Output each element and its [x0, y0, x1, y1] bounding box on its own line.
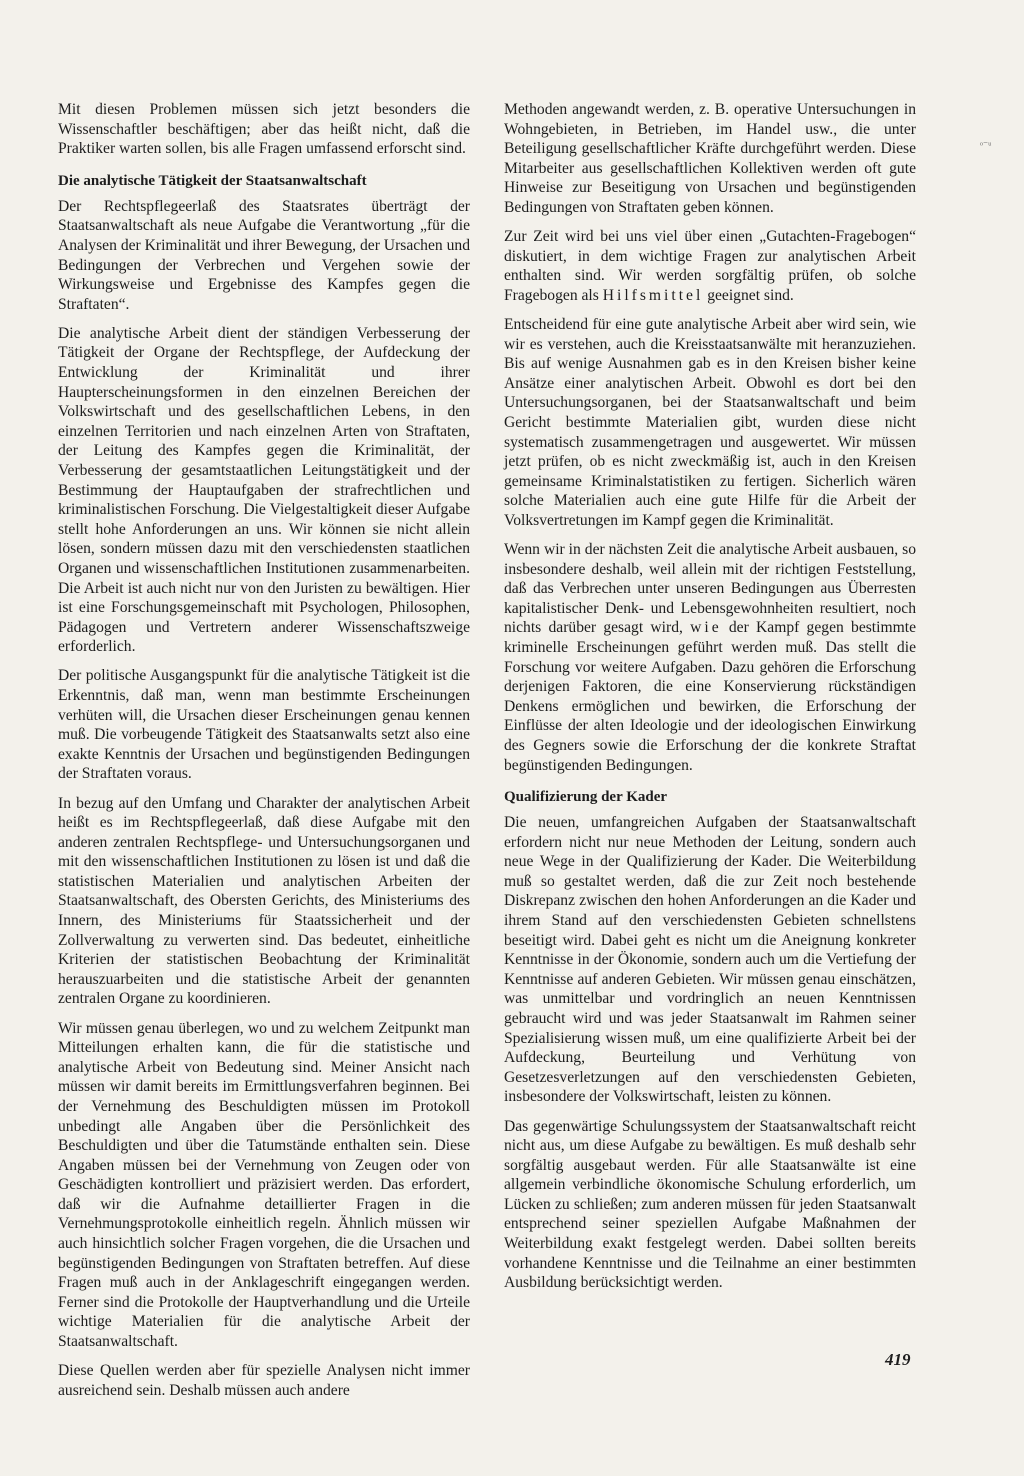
- paragraph: Das gegenwärtige Schulungssystem der Staatsanwaltschaft reicht nicht aus, um diese Aufgabe zu bewältigen. Es muß deshalb sehr sorgfältig ausgebaut werden. Für alle Staatsanwälte ist eine allgemein verbindliche ökonomische Schulung erforderlich, um Lücken zu schließen; zum anderen müssen für jeden Staatsanwalt entsprechend seiner speziellen Aufgabe Maßnahmen der Weiterbildung exakt festgelegt werden. Dabei sollten bereits vorhandene Kenntnisse und die Teilnahme an einer bestimmten Ausbildung berücksichtigt werden.: [504, 1117, 916, 1292]
- section-heading: Qualifizierung der Kader: [504, 789, 668, 806]
- text-run: der Kampf gegen bestimmte kriminelle Erscheinungen geführt werden muß. Das stellt die Forschung vor weitere Aufgaben. Dazu gehören die Erforschung derjenigen Faktoren, die eine Konservierung rückständigen Denkens ermöglichen und bewirken, die Erforschung der Einflüsse der alten Ideologie und der ideologischen Einwirkung des Gegners sowie die Erforschung der die konkrete Straftat begünstigenden Bedingungen.: [504, 619, 916, 774]
- text-run: Wenn wir in der nächsten Zeit die analytische Arbeit ausbauen, so insbesondere deshalb, weil allein mit der richtigen Feststellung, daß das Verbrechen unter unseren Bedingungen aus Überresten kapitalistischer Denk- und Lebensgewohnheiten resultiert, noch nichts darüber gesagt wird,: [504, 540, 916, 637]
- text-run: geeignet sind.: [703, 286, 794, 304]
- spaced-emphasis: wie: [690, 619, 722, 637]
- paragraph: Wir müssen genau überlegen, wo und zu welchem Zeitpunkt man Mitteilungen erhalten kann, die für die statistische und analytische Arbeit von Bedeutung sind. Meiner Ansicht nach müssen wir damit bereits im Ermittlungsverfahren beginnen. Bei der Vernehmung des Beschuldigten müssen im Protokoll unbedingt alle Angaben über die Persönlichkeit des Beschuldigten und über die Tatumstände enthalten sein. Diese Angaben müssen bei der Vernehmung von Zeugen oder von Geschädigten kontrolliert und präzisiert werden. Das erfordert, daß wir die Aufnahme detaillierter Fragen in die Vernehmungsprotokolle einheitlich regeln. Ähnlich müssen wir auch hinsichtlich solcher Fragen vorgehen, die die Ursachen und begünstigenden Bedingungen von Straftaten betreffen. Auf diese Fragen muß auch in der Anklageschrift eingegangen werden. Ferner sind die Protokolle der Hauptverhandlung und die Urteile wichtige Materialien für die analytische Arbeit der Staatsanwaltschaft.: [58, 1019, 470, 1351]
- paragraph: [504, 227, 916, 305]
- paragraph: Methoden angewandt werden, z. B. operative Untersuchungen in Wohngebieten, in Betrieben, im Handel usw., die unter Beteiligung gesellschaftlicher Kräfte durchgeführt werden. Diese Mitarbeiter aus gesellschaftlichen Kollektiven werden oft gute Hinweise zur Beseitigung von Ursachen und begünstigenden Bedingungen von Straftaten geben können.: [504, 101, 916, 216]
- paragraph: In bezug auf den Umfang und Charakter der analytischen Arbeit heißt es im Rechtspflegeerlaß, daß diese Aufgabe mit den anderen zentralen Rechtspflege- und Untersuchungsorganen und mit den wissenschaftlichen Institutionen zu lösen ist und daß die statistischen Materialien und analytischen Arbeiten der Staatsanwaltschaft, des Obersten Gerichts, des Ministeriums des Innern, des Ministeriums für Staatssicherheit und der Zollverwaltung zu verwerten sind. Das bedeutet, einheitliche Kriterien der statistischen Beobachtung der Kriminalität herauszuarbeiten und die statistische Arbeit der genannten zentralen Organe zu koordinieren.: [58, 794, 470, 1008]
- paragraph: Die neuen, umfangreichen Aufgaben der Staatsanwaltschaft erfordern nicht nur neue Methoden der Leitung, sondern auch neue Wege in der Qualifizierung der Kader. Die Weiterbildung muß so gestaltet werden, daß die zur Zeit noch bestehende Diskrepanz zwischen den hohen Anforderungen an die Kader und ihrem Stand auf den verschiedensten Gebieten schnellstens beseitigt wird. Dabei geht es nicht um die Aneignung konkreter Kenntnisse in der Ökonomie, sondern auch um die Vertiefung der Kenntnisse auf anderen Gebieten. Wir müssen genau einschätzen, was unmittelbar und vordringlich an neuen Kenntnissen gebraucht wird und was jeder Staatsanwalt im Rahmen seiner Spezialisierung wissen muß, um eine qualifizierte Arbeit bei der Aufdeckung, Beurteilung und Verhütung von Gesetzesverletzungen auf den verschiedensten Gebieten, insbesondere der Volkswirtschaft, leisten zu können.: [504, 814, 916, 1106]
- left-column: [58, 100, 470, 1410]
- right-column: [504, 100, 916, 1302]
- margin-mark: ᵒ⁻ᵘ: [980, 140, 992, 151]
- paragraph: Entscheidend für eine gute analytische Arbeit aber wird sein, wie wir es verstehen, auch die Kreisstaatsanwälte mit heranzuziehen. Bis auf wenige Ausnahmen gab es in den Kreisen bisher keine Ansätze einer analytischen Arbeit. Obwohl es dort bei den Untersuchungsorganen, bei der Staatsanwaltschaft und beim Gericht bestimmte Materialien gibt, wurden diese nicht systematisch zusammengetragen und ausgewertet. Wir müssen jetzt prüfen, ob es nicht zweckmäßig ist, auch in den Kreisen gemeinsame Kriminalstatistiken zu fertigen. Sicherlich wären solche Materialien auch eine gute Hilfe für die Arbeit der Volksvertretungen im Kampf gegen die Kriminalität.: [504, 315, 916, 529]
- paragraph: Diese Quellen werden aber für spezielle Analysen nicht immer ausreichend sein. Deshalb müssen auch andere: [58, 1362, 470, 1399]
- paragraph: Der politische Ausgangspunkt für die analytische Tätigkeit ist die Erkenntnis, daß man, wenn man bestimmte Erscheinungen verhüten will, die Ursachen dieser Erscheinungen genau kennen muß. Die vorbeugende Tätigkeit des Staatsanwalts setzt also eine exakte Kenntnis der Ursachen und begünstigenden Bedingungen der Straftaten voraus.: [58, 667, 470, 783]
- text-run: Zur Zeit wird bei uns viel über einen „Gutachten-Fragebogen“ diskutiert, in dem wichtige Fragen zur analytischen Arbeit enthalten sind. Wir werden sorgfältig prüfen, ob solche Fragebogen als: [504, 228, 916, 304]
- paragraph: Die analytische Arbeit dient der ständigen Verbesserung der Tätigkeit der Organe der Rechtspflege, der Aufdeckung der Entwicklung der Kriminalität und ihrer Haupterscheinungsformen in den einzelnen Bereichen der Volkswirtschaft und des gesellschaftlichen Lebens, in den einzelnen Territorien und nach einzelnen Arten von Straftaten, der Leitung des Kampfes gegen die Kriminalität, der Verbesserung der gesamtstaatlichen Leitungstätigkeit und der Bestimmung der Hauptaufgaben der strafrechtlichen und kriminalistischen Forschung. Die Vielgestaltigkeit dieser Aufgabe stellt hohe Anforderungen an uns. Wir können sie nicht allein lösen, sondern müssen dazu mit den verschiedensten staatlichen Organen und wissenschaftlichen Institutionen zusammenarbeiten. Die Arbeit ist auch nicht nur von den Juristen zu bewältigen. Hier ist eine Forschungsgemeinschaft mit Psychologen, Philosophen, Pädagogen und Vertretern anderer Wissenschaftszweige erforderlich.: [58, 324, 470, 656]
- paragraph: Der Rechtspflegeerlaß des Staatsrates überträgt der Staatsanwaltschaft als neue Aufgabe die Verantwortung „für die Analysen der Kriminalität und ihrer Bewegung, der Ursachen und Bedingungen der Verbrechen und Vergehen sowie der Wirkungsweise und Ergebnisse des Kampfes gegen die Straftaten“.: [58, 197, 470, 313]
- section-heading: Die analytische Tätigkeit der Staatsanwaltschaft: [58, 172, 367, 189]
- page-number: 419: [885, 1350, 911, 1369]
- paragraph: [504, 540, 916, 775]
- paragraph: Mit diesen Problemen müssen sich jetzt besonders die Wissenschaftler beschäftigen; aber das heißt nicht, daß die Praktiker warten sollen, bis alle Fragen umfassend erforscht sind.: [58, 101, 470, 158]
- spaced-emphasis: Hilfsmittel: [602, 286, 704, 304]
